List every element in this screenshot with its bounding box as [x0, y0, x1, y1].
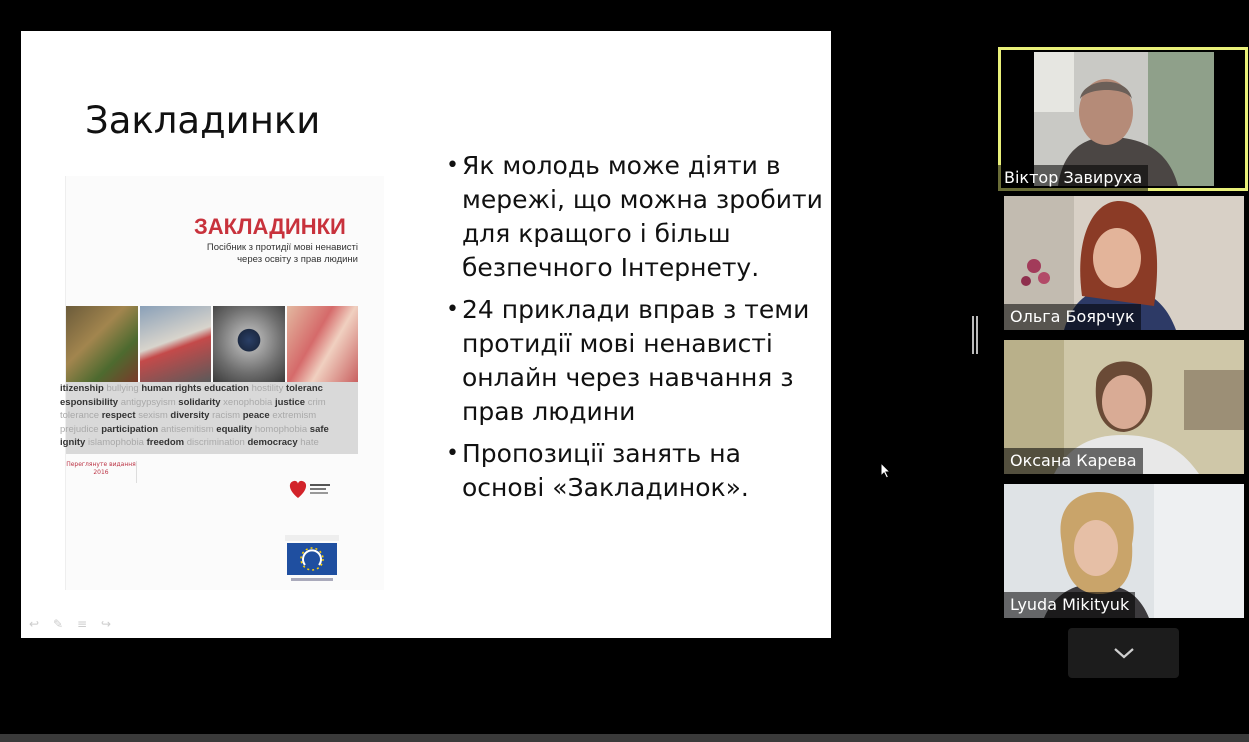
- participant-name: Ольга Боярчук: [1004, 304, 1141, 330]
- slide-bullet: • Як молодь може діяти в мережі, що можна зробити для кращого і більш безпечного Інтернету.: [446, 149, 826, 285]
- cover-title: ЗАКЛАДИНКИ: [194, 214, 346, 239]
- cover-photo: [66, 306, 138, 382]
- mouse-cursor-icon: [880, 462, 892, 480]
- cover-photo-strip: [66, 306, 358, 382]
- cover-wordcloud: [60, 382, 358, 454]
- slide-title: Закладинки: [85, 99, 321, 142]
- menu-icon[interactable]: ≡: [77, 617, 88, 631]
- previous-slide-icon[interactable]: ↩: [29, 617, 40, 631]
- slide-bullet: • 24 приклади вправ з теми протидії мові ненависті онлайн через навчання з прав людини: [446, 293, 826, 429]
- slide-bullet-list: [446, 149, 826, 513]
- video-tile[interactable]: [1004, 484, 1244, 618]
- cover-photo: [213, 306, 285, 382]
- shared-slide: [21, 31, 831, 638]
- drag-handle-icon[interactable]: [972, 316, 978, 354]
- cover-photo: [287, 306, 359, 382]
- council-of-europe-logo-icon: [285, 535, 339, 585]
- video-tile[interactable]: [1004, 340, 1244, 474]
- bottom-toolbar-edge: [0, 734, 1249, 742]
- participant-name: Оксана Карева: [1004, 448, 1143, 474]
- participant-name: Віктор Завируха: [998, 165, 1148, 191]
- wordcloud-line: itizenship bullying human rights education hostility toleranc: [60, 383, 323, 394]
- heart-logo-icon: [286, 476, 334, 502]
- wordcloud-line: ignity islamophobia freedom discrimination democracy hate: [60, 437, 319, 448]
- cover-edition-note: Переглянуте видання 2016: [66, 461, 137, 483]
- slide-controls: [29, 618, 115, 630]
- cover-photo: [140, 306, 212, 382]
- cover-subtitle: Посібник з протидії мові ненависті через освіту з прав людини: [206, 242, 358, 265]
- next-slide-icon[interactable]: ↪: [101, 617, 112, 631]
- participant-name: Lyuda Mikityuk: [1004, 592, 1135, 618]
- wordcloud-line: esponsibility antigypsyism solidarity xenophobia justice crim: [60, 396, 326, 408]
- scroll-participants-button[interactable]: [1068, 628, 1179, 678]
- chevron-down-icon: [1113, 647, 1135, 659]
- wordcloud-line: tolerance respect sexism diversity racism peace extremism: [60, 410, 317, 421]
- video-tile[interactable]: [1004, 196, 1244, 330]
- pen-icon[interactable]: ✎: [53, 617, 64, 631]
- slide-bullet: • Пропозиції занять на основі «Закладинок».: [446, 437, 826, 505]
- book-cover-image: [60, 176, 384, 590]
- video-tile-active-speaker[interactable]: [998, 47, 1248, 191]
- wordcloud-line: prejudice participation antisemitism equality homophobia safe: [60, 423, 329, 435]
